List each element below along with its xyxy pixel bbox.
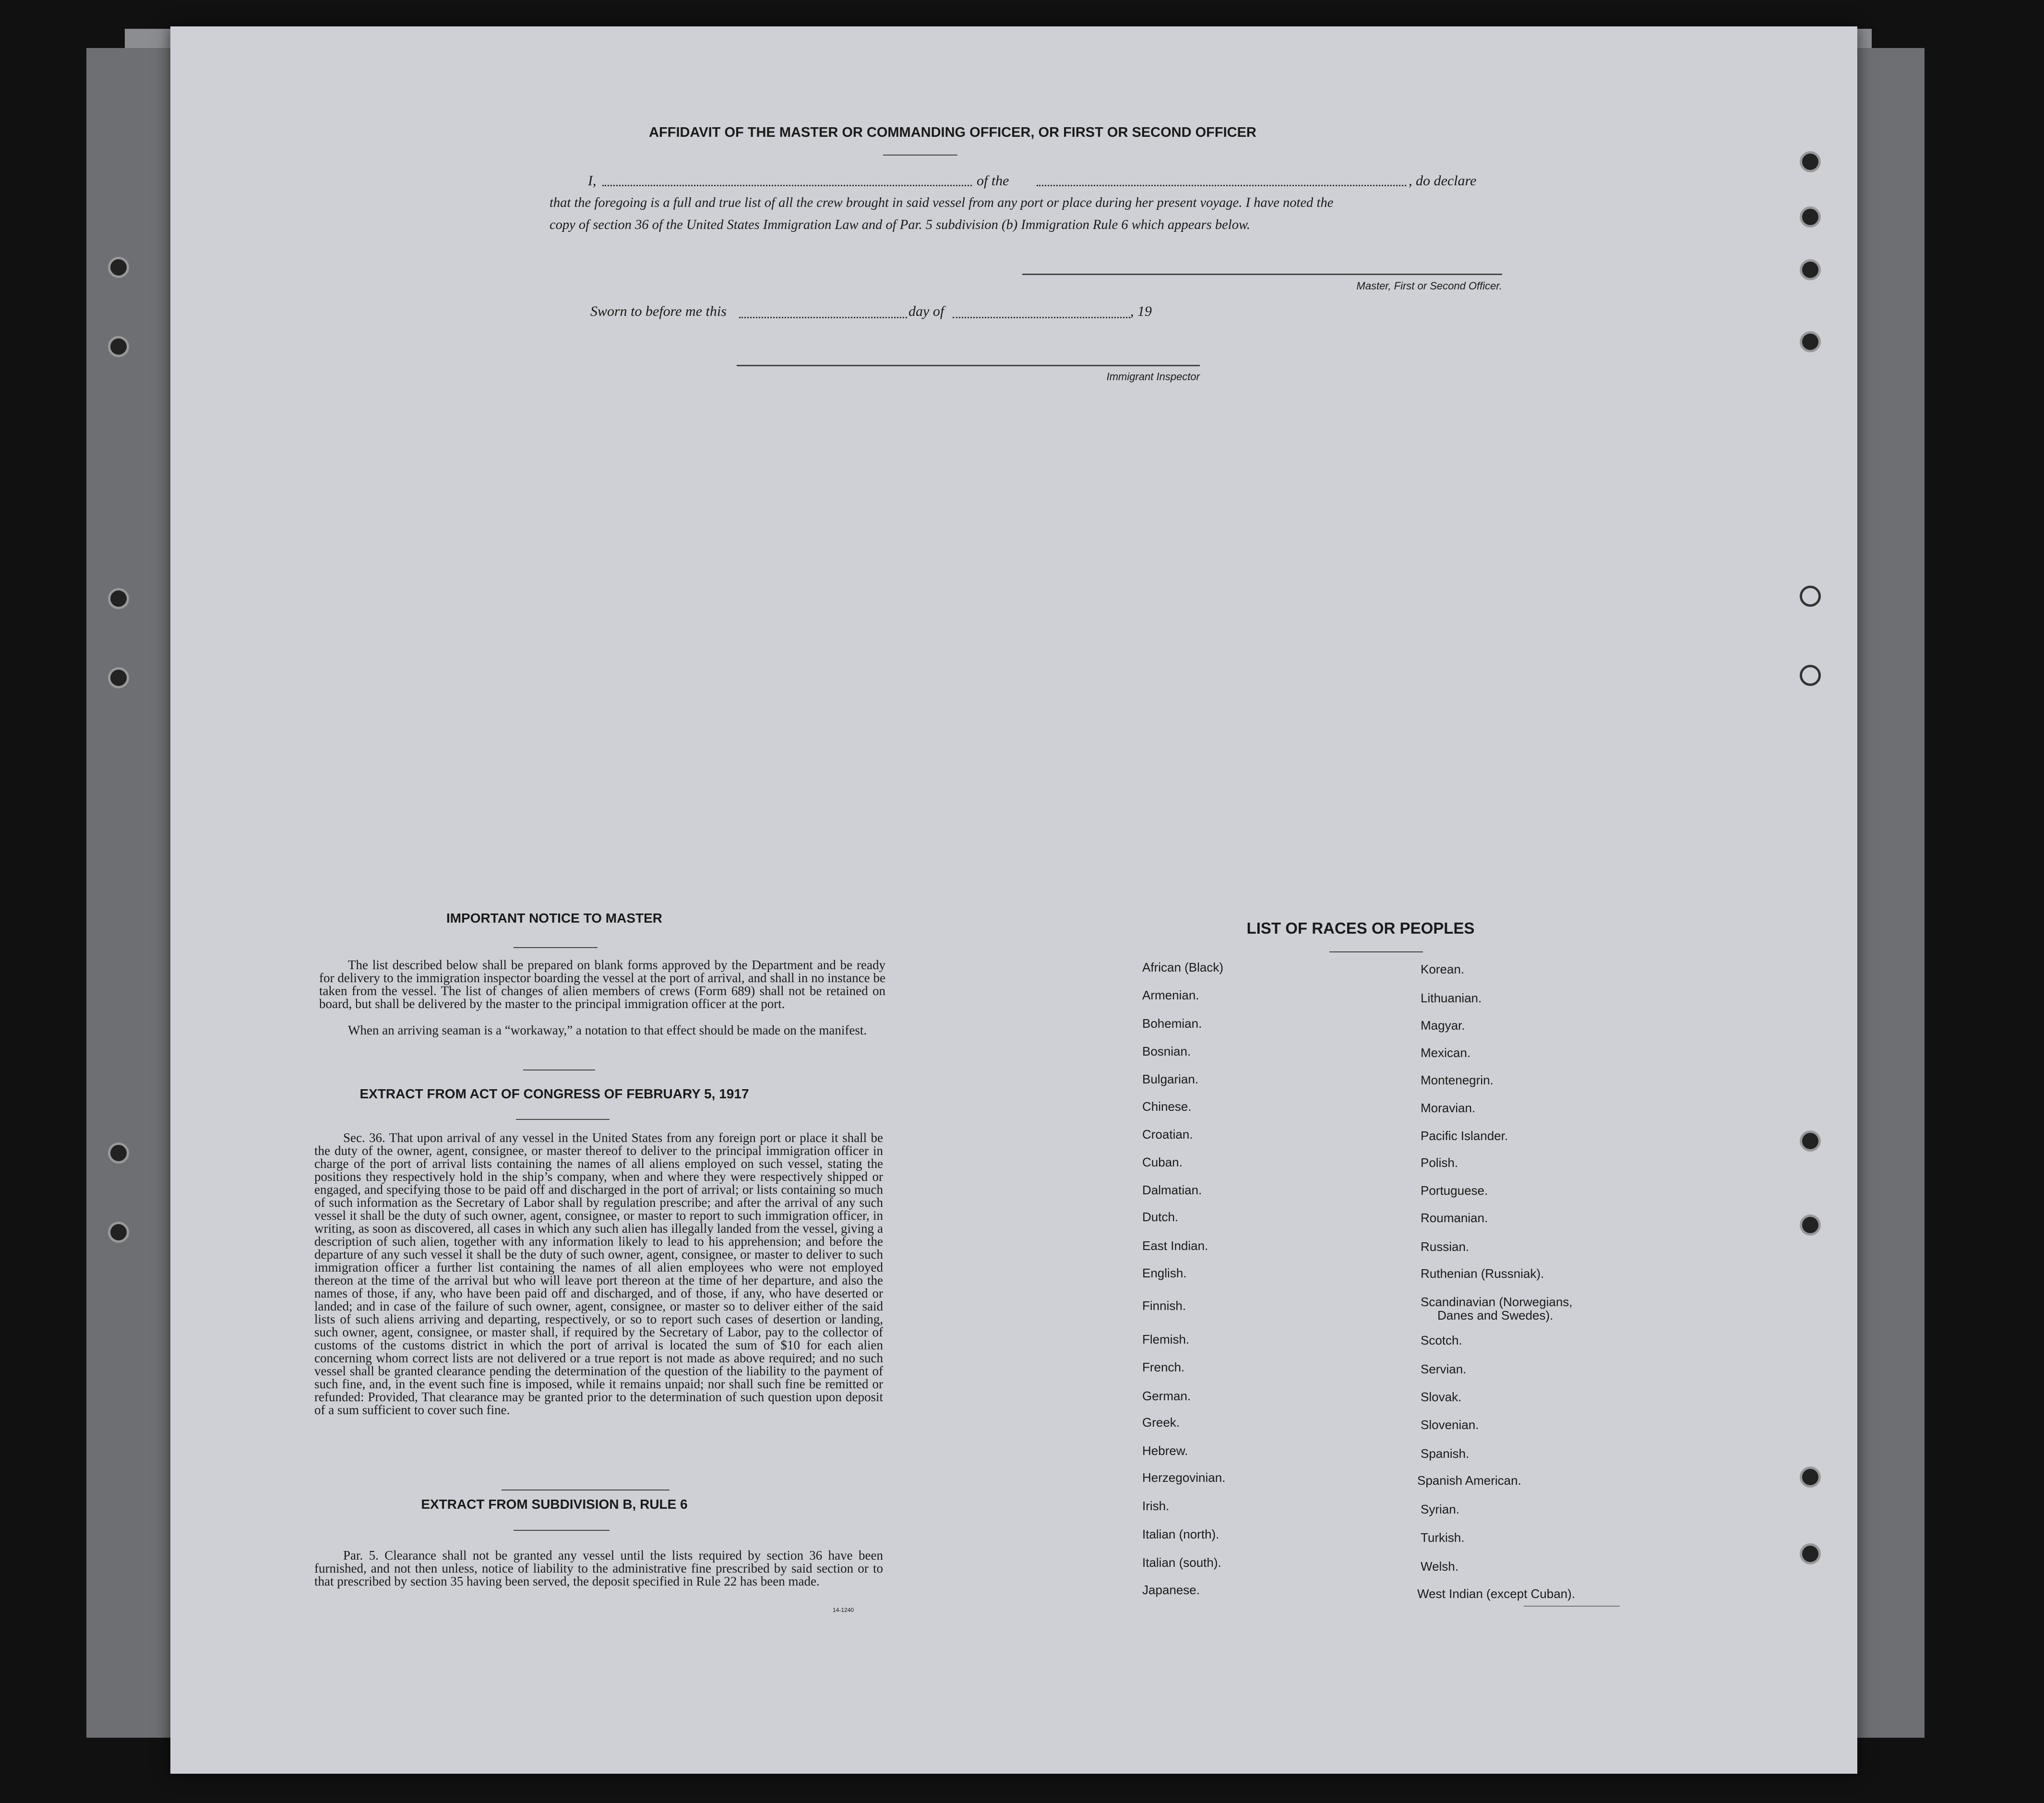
affidavit-i-label: I, <box>588 173 597 189</box>
binder-hole-icon <box>1800 1543 1821 1564</box>
race-item: Dalmatian. <box>1142 1183 1202 1197</box>
binder-hole-icon <box>1800 1214 1821 1236</box>
race-item: Scandinavian (Norwegians, <box>1421 1295 1573 1309</box>
binder-hole-icon <box>1800 259 1821 280</box>
race-item: Italian (north). <box>1142 1527 1219 1541</box>
day-of-label: day of <box>908 303 944 319</box>
binder-hole-icon <box>1800 206 1821 228</box>
officer-signature-line[interactable] <box>1022 274 1502 275</box>
binder-hole-icon <box>1800 1466 1821 1488</box>
race-item: Armenian. <box>1142 988 1199 1002</box>
race-item: Danes and Swedes). <box>1437 1308 1554 1322</box>
race-item: Mexican. <box>1421 1046 1471 1060</box>
sworn-month-field[interactable] <box>953 317 1130 318</box>
race-item: Finnish. <box>1142 1298 1186 1313</box>
race-item: French. <box>1142 1360 1185 1374</box>
divider <box>883 155 957 156</box>
race-item: Korean. <box>1421 962 1465 976</box>
race-item: Chinese. <box>1142 1099 1192 1114</box>
affidavit-of-the: of the <box>977 173 1009 189</box>
race-item: Turkish. <box>1421 1530 1465 1545</box>
race-item: Magyar. <box>1421 1018 1465 1033</box>
race-item: African (Black) <box>1142 960 1224 974</box>
divider <box>1329 951 1423 952</box>
binder-hole-icon <box>1800 331 1821 352</box>
race-item: Bulgarian. <box>1142 1072 1199 1086</box>
race-item: Slovak. <box>1421 1390 1462 1404</box>
binder-hole-icon <box>108 667 129 688</box>
race-item: Japanese. <box>1142 1583 1200 1597</box>
extract-act-text: Sec. 36. That upon arrival of any vessel in the United States from any foreign port or place it shall be the duty of the owner, agent, consignee, or master thereof to deliver to the principal immigration officer in charge of the port of arrival lists containing the names of all aliens employed on such vessel, stating the positions they respectively hold in the ship’s company, when and where they were respectively shipped or engaged, and specifying those to be paid off and discharged in the port of arrival; or lists containing so much of such information as the Secretary of Labor shall by regulation prescribe; and after the arrival of any such vessel it shall be the duty of such owner, agent, consignee, or master to report to such immigration officer, in writing, as soon as discovered, all cases in which any such alien has illegally landed from the vessel, giving a description of such alien, together with any information likely to lead to his apprehension; and before the departure of any such vessel it shall be the duty of such owner, agent, consignee, or master to deliver to such immigration officer a further list containing the names of all alien employees who were not employed thereon at the time of the arrival but who will leave port thereon at the time of her departure, and also the names of those, if any, who have been paid off and discharged, and of those, if any, who have deserted or landed; and in case of the failure of such owner, agent, consignee, or master so to deliver either of the said lists of such aliens arriving and departing, respectively, or so to report such cases of desertion or landing, such owner, agent, consignee, or master shall, if required by the Secretary of Labor, pay to the collector of customs of the customs district in which the port of arrival is located the sum of $10 for each alien concerning whom correct lists are not delivered or a true report is not made as above required; and no such vessel shall be granted clearance pending the determination of the question of the liability to the payment of such fine, and, in the event such fine is imposed, while it remains unpaid; nor shall such fine be remitted or refunded: Provided, That clearance may be granted prior to the determination of such question upon deposit of a sum sufficient to cover such fine. <box>314 1130 883 1417</box>
affidavit-do-declare: , do declare <box>1409 173 1477 189</box>
bottom-rule <box>1524 1606 1620 1607</box>
inspector-signature-line[interactable] <box>737 365 1200 366</box>
race-item: Herzegovinian. <box>1142 1470 1226 1485</box>
race-item: Portuguese. <box>1421 1183 1488 1198</box>
race-item: Slovenian. <box>1421 1418 1479 1432</box>
race-item: Bosnian. <box>1142 1044 1191 1058</box>
binder-hole-icon <box>108 588 129 609</box>
race-item: Bohemian. <box>1142 1016 1202 1031</box>
notice-paragraph-2: When an arriving seaman is a “workaway,” a notation to that effect should be made on the manifest. <box>348 1023 867 1037</box>
race-item: Italian (south). <box>1142 1555 1221 1570</box>
affidavit-line-3: copy of section 36 of the United States Immigration Law and of Par. 5 subdivision (b) Immigration Rule 6 which appears below. <box>550 217 1250 232</box>
year-label: , 19 <box>1130 303 1152 319</box>
race-item: Roumanian. <box>1421 1211 1488 1225</box>
binder-hole-icon <box>1800 665 1821 686</box>
race-item: Servian. <box>1421 1362 1467 1376</box>
extract-rule-text: Par. 5. Clearance shall not be granted any vessel until the lists required by section 36 have been furnished, and not then unless, notice of liability to the administrative fine prescribed by said section or to that prescribed by section 35 having been served, the deposit specified in Rule 22 has been made. <box>314 1548 883 1588</box>
sworn-label: Sworn to before me this <box>590 303 727 319</box>
name-field[interactable] <box>602 185 972 186</box>
race-item: Syrian. <box>1421 1502 1459 1516</box>
binder-hole-icon <box>108 257 129 278</box>
affidavit-line-2: that the foregoing is a full and true list of all the crew brought in said vessel from any port or place during her present voyage. I have noted the <box>550 195 1334 210</box>
race-item: Spanish American. <box>1417 1473 1521 1488</box>
race-item: Dutch. <box>1142 1210 1179 1224</box>
vessel-field[interactable] <box>1037 185 1406 186</box>
race-item: Hebrew. <box>1142 1443 1188 1458</box>
race-item: Irish. <box>1142 1499 1170 1513</box>
race-item: Greek. <box>1142 1415 1180 1430</box>
binder-hole-icon <box>108 336 129 357</box>
officer-label: Master, First or Second Officer. <box>1356 280 1502 292</box>
binder-hole-icon <box>1800 1130 1821 1152</box>
binder-hole-icon <box>1800 151 1821 172</box>
race-item: West Indian (except Cuban). <box>1417 1587 1576 1601</box>
race-item: Cuban. <box>1142 1155 1183 1169</box>
race-item: English. <box>1142 1266 1187 1280</box>
form-number: 14-1240 <box>833 1607 854 1613</box>
race-item: Croatian. <box>1142 1127 1193 1142</box>
race-item: Pacific Islander. <box>1421 1129 1508 1143</box>
race-item: Montenegrin. <box>1421 1073 1494 1087</box>
race-item: Scotch. <box>1421 1333 1462 1347</box>
race-item: German. <box>1142 1389 1191 1403</box>
race-item: Flemish. <box>1142 1332 1190 1346</box>
race-item: Spanish. <box>1421 1446 1470 1461</box>
race-item: Lithuanian. <box>1421 991 1482 1005</box>
race-item: East Indian. <box>1142 1238 1208 1253</box>
notice-title: IMPORTANT NOTICE TO MASTER <box>446 911 663 926</box>
divider <box>516 1119 610 1120</box>
binder-hole-icon <box>108 1222 129 1243</box>
races-title: LIST OF RACES OR PEOPLES <box>1246 919 1475 937</box>
binder-hole-icon <box>1800 586 1821 607</box>
race-item: Welsh. <box>1421 1559 1458 1574</box>
race-item: Russian. <box>1421 1239 1470 1254</box>
extract-rule-title: EXTRACT FROM SUBDIVISION B, RULE 6 <box>421 1497 688 1512</box>
divider <box>514 1530 610 1531</box>
extract-act-title: EXTRACT FROM ACT OF CONGRESS OF FEBRUARY 5, 1917 <box>359 1086 749 1101</box>
inspector-label: Immigrant Inspector <box>1106 371 1200 383</box>
affidavit-title: AFFIDAVIT OF THE MASTER OR COMMANDING OFFICER, OR FIRST OR SECOND OFFICER <box>649 125 1256 140</box>
document-page <box>170 26 1857 1774</box>
sworn-day-field[interactable] <box>739 317 907 318</box>
race-item: Polish. <box>1421 1155 1458 1170</box>
race-item: Ruthenian (Russniak). <box>1421 1266 1544 1281</box>
binder-hole-icon <box>108 1142 129 1164</box>
divider <box>514 947 598 948</box>
notice-paragraph-1: The list described below shall be prepared on blank forms approved by the Department and be ready for delivery to the immigration inspector boarding the vessel at the port of arrival, and shall in no instance be taken from the vessel. The list of changes of alien members of crews (Form 689) shall not be retained on board, but shall be delivered by the master to the principal immigration officer at the port. <box>319 958 885 1011</box>
race-item: Moravian. <box>1421 1101 1476 1115</box>
